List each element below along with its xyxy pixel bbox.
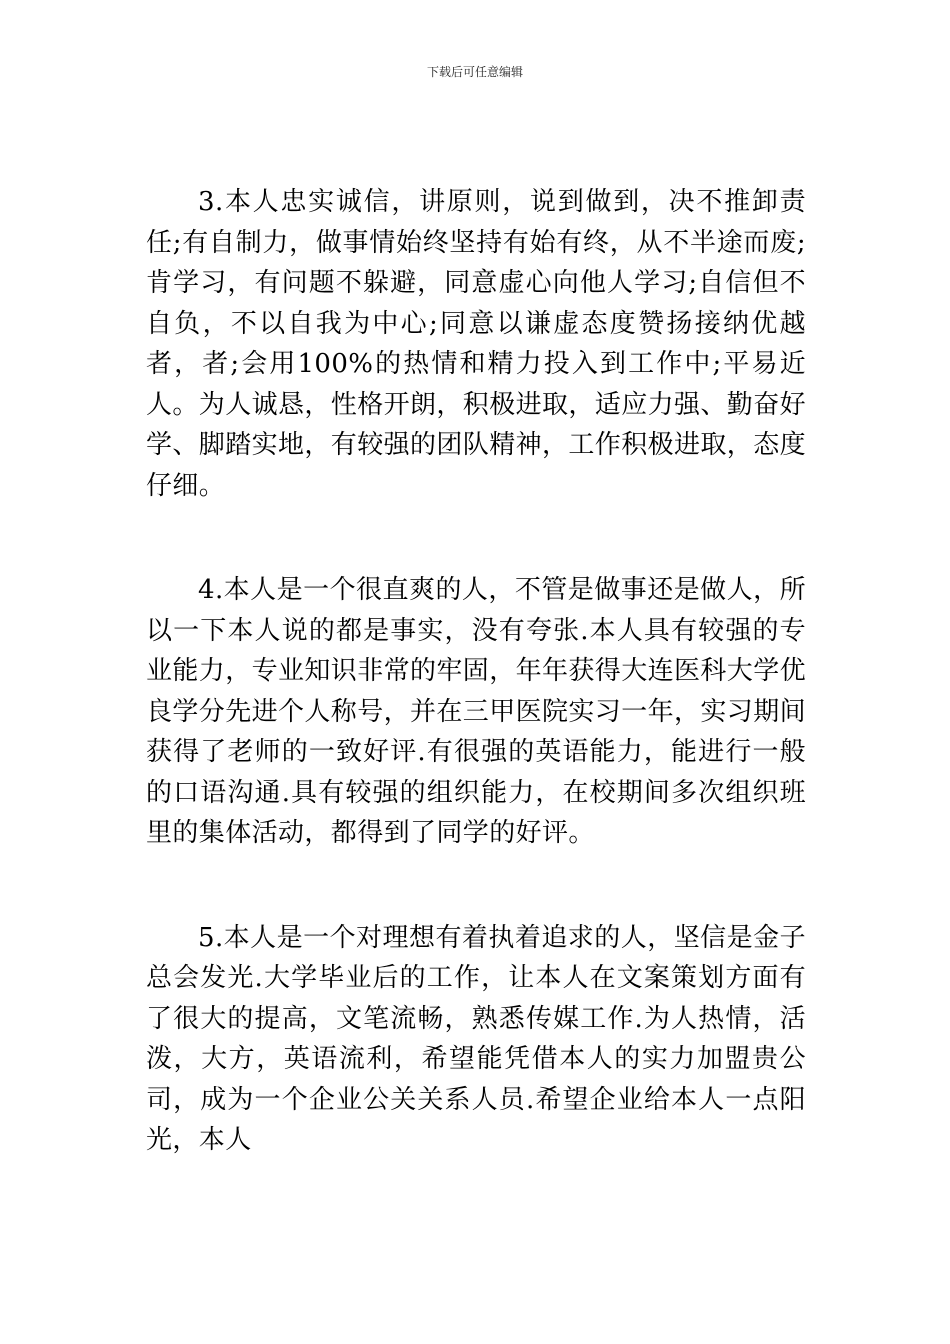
paragraph-5: 5.本人是一个对理想有着执着追求的人，坚信是金子总会发光.大学毕业后的工作，让本人在文案策划方面有了很大的提高，文笔流畅，熟悉传媒工作.为人热情，活泼，大方，英语流利，希望能凭借本人的实力加盟贵公司，成为一个企业公关关系人员.希望企业给本人一点阳光，本人 — [146, 922, 806, 1155]
page-header: 下载后可任意编辑 — [426, 65, 523, 79]
document-body — [146, 182, 806, 1225]
paragraph-3: 3.本人忠实诚信，讲原则，说到做到，决不推卸责任;有自制力，做事情始终坚持有始有终，从不半途而废;肯学习，有问题不躲避，同意虚心向他人学习;自信但不自负，不以自我为中心;同意以谦虚态度赞扬接纳优越者，者;会用100%的热情和精力投入到工作中;平易近人。为人诚恳，性格开朗，积极进取，适应力强、勤奋好学、脚踏实地，有较强的团队精神，工作积极进取，态度仔细。 — [146, 187, 807, 501]
paragraph-4: 4.本人是一个很直爽的人，不管是做事还是做人，所以一下本人说的都是事实，没有夸张.本人具有较强的专业能力，专业知识非常的牢固，年年获得大连医科大学优良学分先进个人称号，并在三甲医院实习一年，实习期间获得了老师的一致好评.有很强的英语能力，能进行一般的口语沟通.具有较强的组织能力，在校期间多次组织班里的集体活动，都得到了同学的好评。 — [146, 575, 807, 848]
